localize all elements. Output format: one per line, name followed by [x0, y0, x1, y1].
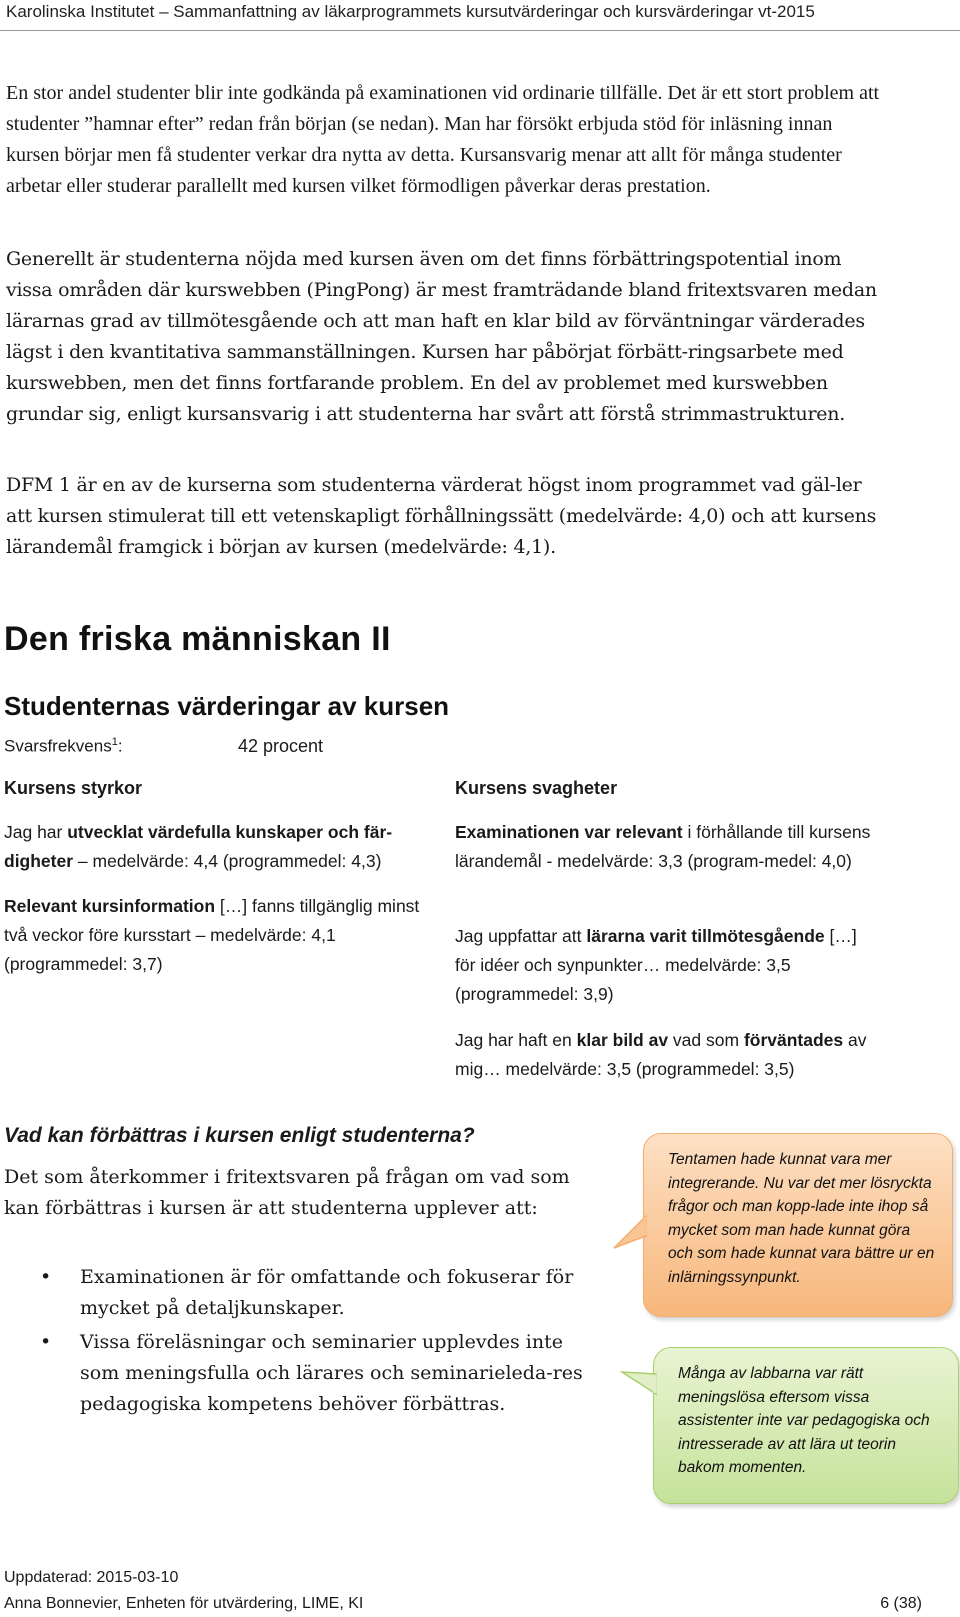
strength-item: Jag har utvecklat värdefulla kunskaper och fär-digheter – medelvärde: 4,4 (programmedel: 4,3) [4, 822, 393, 871]
strength-item: Relevant kursinformation […] fanns tillgänglig minst två veckor före kursstart – medelvärde: 4,1 (programmedel: 3,7) [4, 896, 420, 974]
list-item: • Vissa föreläsningar och seminarier upplevdes inte som meningsfulla och lärares och seminarieleda-res pedagogiska kompetens behöver förbättras. [0, 1327, 590, 1420]
paragraph-dfm1: DFM 1 är en av de kurserna som studenterna värderat högst inom programmet vad gäl-ler att kursen stimulerat till ett vetenskapligt förhållningssätt (medelvärde: 4,0) och att kursens lärandemål framgick i början av kursen (medelvärde: 4,1). [6, 474, 877, 558]
footer-updated: Uppdaterad: 2015-03-10 [4, 1569, 179, 1586]
bullet-icon: • [40, 1266, 52, 1288]
weakness-item: Examinationen var relevant i förhållande till kursens lärandemål - medelvärde: 3,3 (program-medel: 4,0) [455, 822, 871, 871]
quote-bubble-labs: Många av labbarna var rätt meningslösa eftersom vissa assistenter inte var pedagogiska och intresserade av att lära ut teorin bakom momenten. [653, 1347, 959, 1504]
improvement-heading: Vad kan förbättras i kursen enligt studenterna? [4, 1124, 475, 1147]
footer-author: Anna Bonnevier, Enheten för utvärdering, LIME, KI [4, 1595, 364, 1612]
section-title: Den friska människan II [4, 620, 391, 658]
weaknesses-heading: Kursens svagheter [455, 778, 618, 798]
quote-bubble-exam: Tentamen hade kunnat vara mer integrerande. Nu var det mer lösryckta frågor och man kopp-lade inte ihop så mycket som man hade kunnat göra och som hade kunnat vara bättre ur en inlärningssynpunkt. [643, 1133, 953, 1317]
improvement-list [0, 1262, 590, 1423]
paragraph-exam-problem: En stor andel studenter blir inte godkända på examinationen vid ordinarie tillfälle. Det är ett stort problem att studenter ”hamnar efter” redan från början (se nedan). Man har försökt erbjuda stöd för inläsning innan kursen börjar men få studenter verkar dra nytta av detta. Kursansvarig menar att allt för många studenter arbetar eller studerar parallellt med kursen vilket förmodligen påverkar deras prestation. [6, 82, 880, 197]
weakness-item: Jag har haft en klar bild av vad som förväntades av mig… medelvärde: 3,5 (programmedel: 3,5) [455, 1030, 867, 1079]
strengths-heading: Kursens styrkor [4, 778, 143, 798]
bullet-icon: • [40, 1331, 52, 1353]
speech-tail-icon [612, 1212, 652, 1252]
paragraph-general-satisfaction: Generellt är studenterna nöjda med kursen även om det finns förbättringspotential inom vissa områden där kurswebben (PingPong) är mest framträdande bland fritextsvaren medan lärarnas grad av tillmötesgående och att man haft en klar bild av förväntningar värderades lägst i den kvantitativa sammanställningen. Kursen har påbörjat förbätt-ringsarbete med kurswebben, men det finns fortfarande problem. En del av problemet med kurswebben grundar sig, enligt kursansvarig i att studenterna har svårt att förstå strimmastrukturen. [6, 248, 877, 425]
running-header: Karolinska Institutet – Sammanfattning av läkarprogrammets kursutvärderingar och kursvärderingar vt-2015 [6, 2, 815, 21]
page-number: 6 (38) [880, 1595, 922, 1612]
improvement-intro: Det som återkommer i fritextsvaren på frågan om vad som kan förbättras i kursen är att studenterna upplever att: [4, 1166, 570, 1219]
subsection-title: Studenternas värderingar av kursen [4, 691, 450, 721]
weakness-item: Jag uppfattar att lärarna varit tillmötesgående […] för idéer och synpunkter… medelvärde: 3,5 (programmedel: 3,9) [455, 926, 857, 1004]
header-rule [0, 30, 960, 31]
speech-tail-icon [620, 1368, 660, 1408]
response-rate-value: 42 procent [238, 736, 324, 756]
response-rate-label: Svarsfrekvens$^1$: [4, 736, 123, 756]
list-item: • Examinationen är för omfattande och fokuserar för mycket på detaljkunskaper. [0, 1262, 590, 1324]
